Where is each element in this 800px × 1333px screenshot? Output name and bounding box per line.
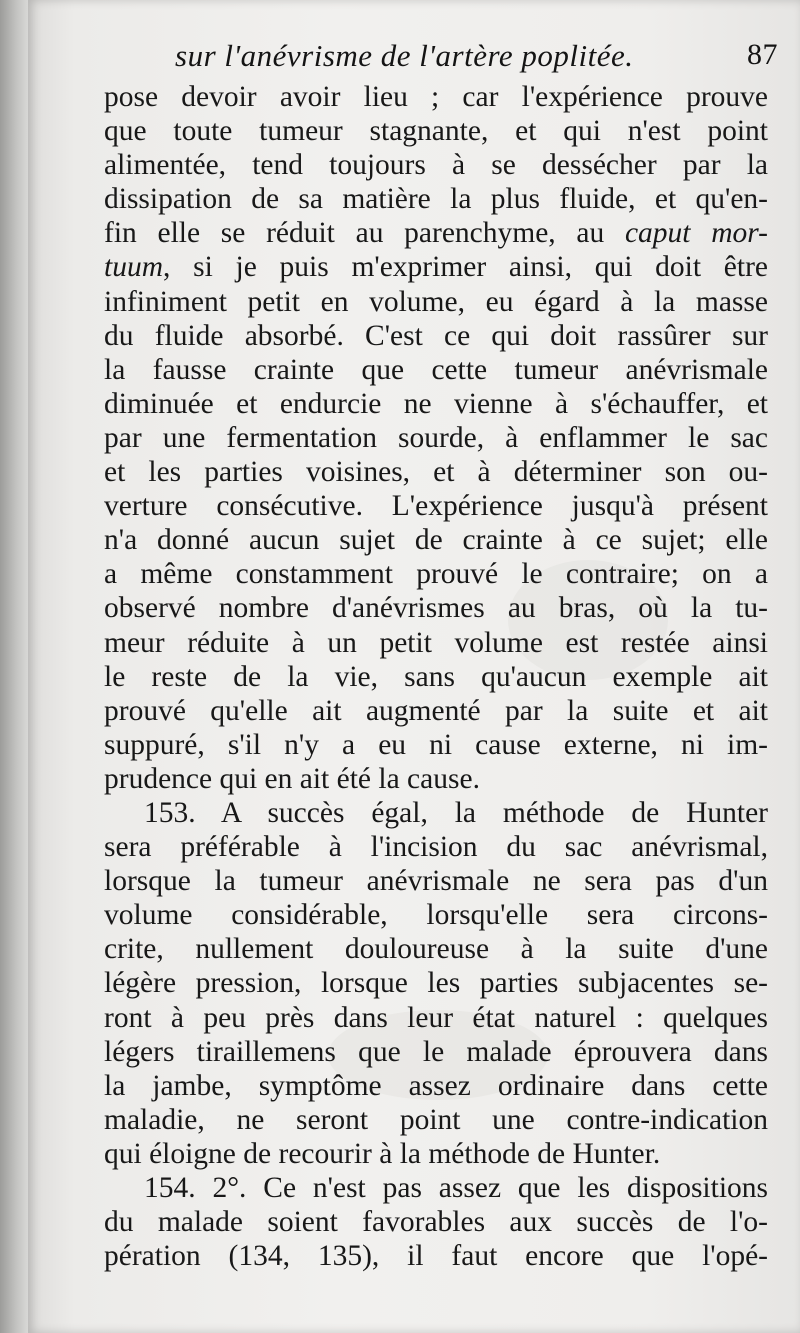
text-line: 154. 2°. Ce n'est pas assez que les dispositions	[144, 1172, 768, 1204]
running-title: sur l'anévrisme de l'artère poplitée.	[175, 38, 634, 73]
text-line: n'a donné aucun sujet de crainte à ce sujet; elle	[104, 524, 768, 557]
text-line: alimentée, tend toujours à se dessécher par la	[104, 149, 768, 182]
text-line: la jambe, symptôme assez ordinaire dans cette	[104, 1069, 768, 1102]
text-line: prudence qui en ait été la cause.	[104, 762, 480, 795]
text-line: du malade soient favorables aux succès de l'o-	[104, 1206, 768, 1239]
text-line: 153. A succès égal, la méthode de Hunter	[144, 796, 768, 829]
text-line: qui éloigne de recourir à la méthode de Hunter.	[104, 1137, 661, 1170]
text-line: suppuré, s'il n'y a eu ni cause externe, ni im-	[104, 728, 768, 761]
text-segment: , si je puis m'exprimer ainsi, qui doit être	[163, 251, 768, 284]
italic-phrase: caput mor-	[624, 217, 768, 250]
text-line: crite, nullement douloureuse à la suite d'une	[104, 933, 768, 966]
text-line: observé nombre d'anévrismes au bras, où la tu-	[104, 592, 768, 625]
text-line: ront à peu près dans leur état naturel : quelques	[104, 1001, 768, 1034]
text-line: légers tiraillemens que le malade éprouvera dans	[104, 1035, 768, 1068]
text-line: verture consécutive. L'expérience jusqu'à présent	[104, 490, 768, 523]
text-line: pose devoir avoir lieu ; car l'expérience prouve	[104, 81, 768, 113]
text-line: meur réduite à un petit volume est restée ainsi	[104, 626, 768, 659]
text-line: volume considérable, lorsqu'elle sera circons-	[104, 899, 768, 932]
text-line: sera préférable à l'incision du sac anévrismal,	[104, 831, 768, 864]
body-text	[104, 80, 768, 1273]
book-gutter	[0, 0, 28, 1333]
text-segment: fin elle se réduit au parenchyme, au	[104, 217, 625, 250]
text-line: lorsque la tumeur anévrismale ne sera pas d'un	[104, 865, 768, 898]
text-line: du fluide absorbé. C'est ce qui doit rassûrer sur	[104, 319, 768, 352]
text-line: a même constamment prouvé le contraire; on a	[104, 558, 768, 591]
text-line: et les parties voisines, et à déterminer son ou-	[104, 456, 768, 489]
text-line: dissipation de sa matière la plus fluide, et qu'en-	[104, 183, 768, 216]
text-line: maladie, ne seront point une contre-indication	[104, 1103, 768, 1136]
text-line: légère pression, lorsque les parties subjacentes se-	[104, 967, 768, 1000]
text-line: pération (134, 135), il faut encore que l'opé-	[104, 1240, 768, 1273]
page-number: 87	[747, 38, 778, 71]
text-line: la fausse crainte que cette tumeur anévrismale	[104, 353, 768, 386]
text-line	[104, 216, 768, 250]
text-line: le reste de la vie, sans qu'aucun exemple ait	[104, 660, 768, 693]
text-line: infiniment petit en volume, eu égard à la masse	[104, 285, 768, 318]
text-line: que toute tumeur stagnante, et qui n'est point	[104, 115, 768, 148]
text-line: prouvé qu'elle ait augmenté par la suite et ait	[104, 694, 768, 727]
text-line: diminuée et endurcie ne vienne à s'échauffer, et	[104, 387, 768, 420]
italic-phrase: tuum	[104, 251, 163, 284]
text-line: par une fermentation sourde, à enflammer le sac	[104, 421, 768, 454]
text-line	[104, 250, 768, 284]
